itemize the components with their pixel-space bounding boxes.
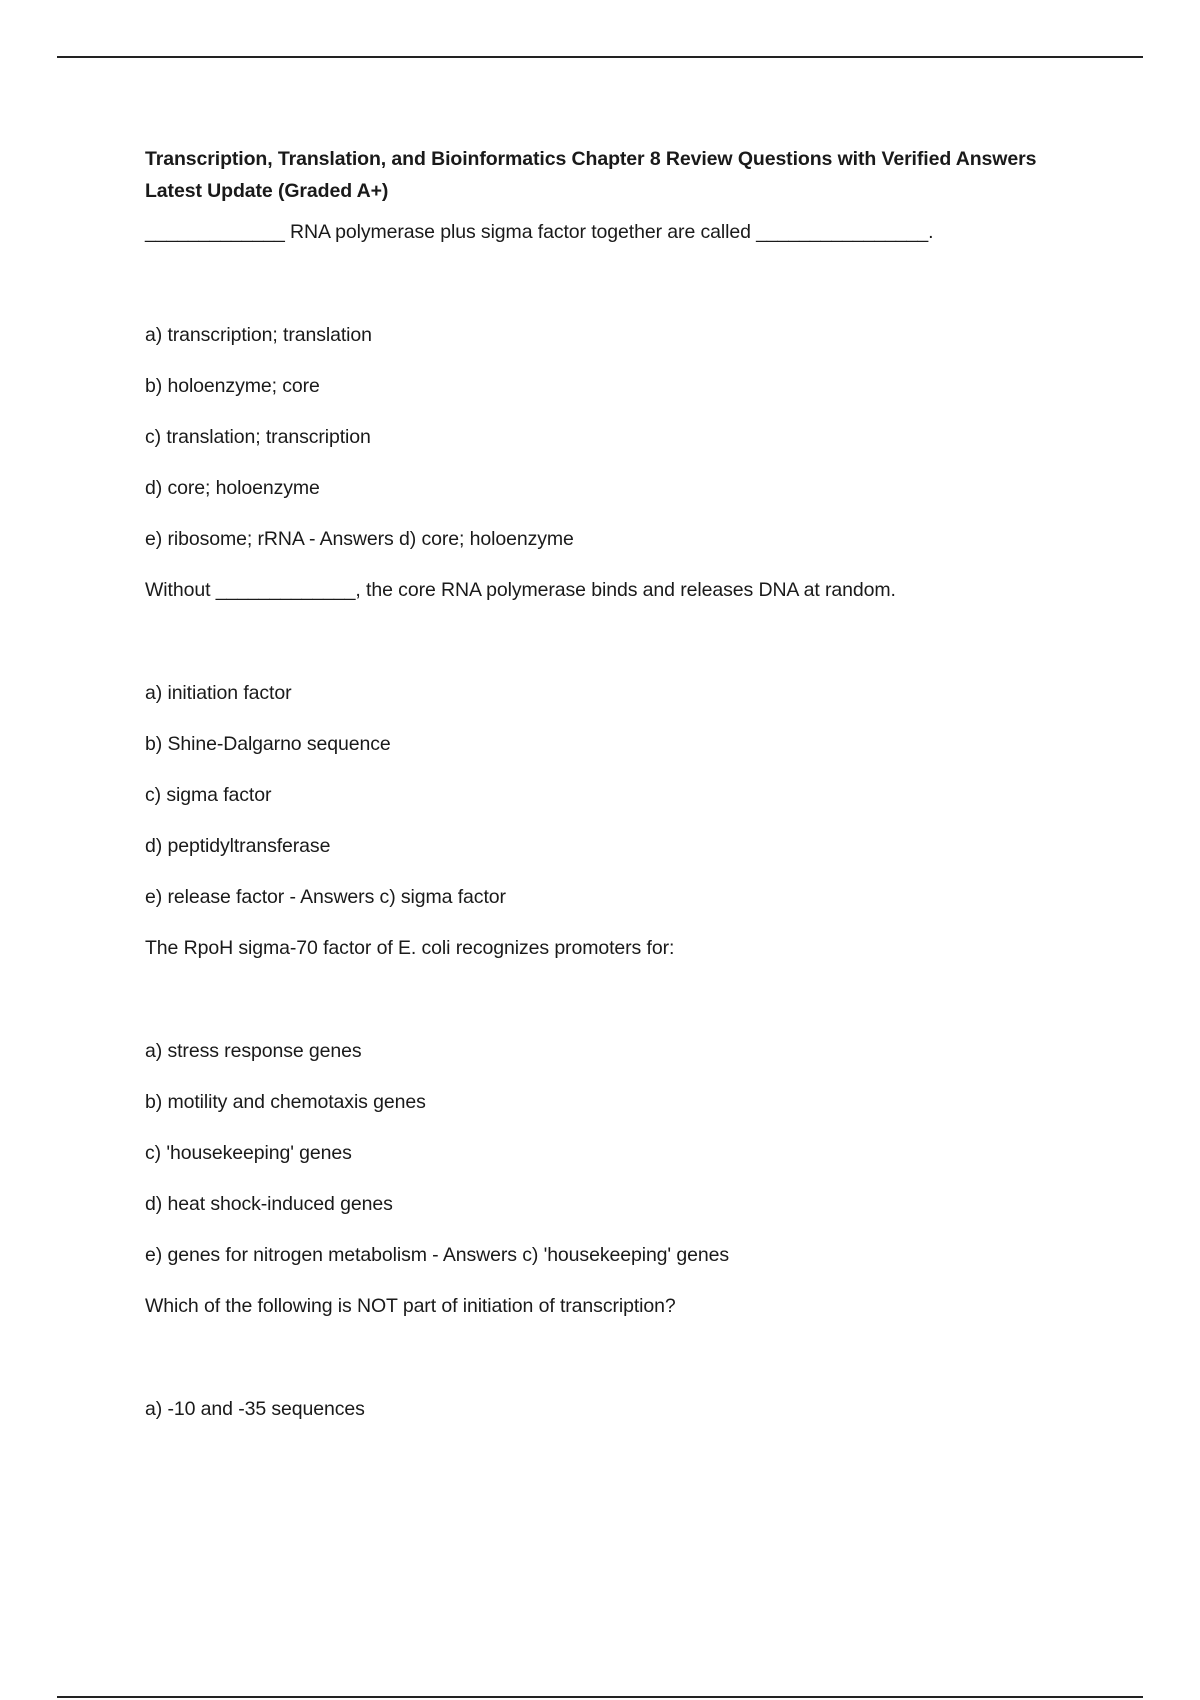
spacer	[145, 629, 1075, 681]
question-3-option-c: c) 'housekeeping' genes	[145, 1142, 352, 1164]
question-2-option-a: a) initiation factor	[145, 682, 292, 704]
question-3-option-b: b) motility and chemotaxis genes	[145, 1091, 426, 1113]
spacer	[145, 1345, 1075, 1397]
question-1-prompt: _____________ RNA polymerase plus sigma factor together are called ________________.	[145, 221, 934, 243]
spacer	[145, 271, 1075, 323]
question-4-prompt: Which of the following is NOT part of initiation of transcription?	[145, 1295, 676, 1317]
question-1-option-c: c) translation; transcription	[145, 426, 371, 448]
header-rule	[57, 56, 1143, 58]
question-1-option-d: d) core; holoenzyme	[145, 477, 320, 499]
question-1-option-e: e) ribosome; rRNA - Answers d) core; holoenzyme	[145, 528, 574, 550]
footer-rule	[57, 1696, 1143, 1698]
spacer	[145, 987, 1075, 1039]
question-1-option-a: a) transcription; translation	[145, 324, 372, 346]
question-2-option-e: e) release factor - Answers c) sigma factor	[145, 886, 506, 908]
question-2-option-d: d) peptidyltransferase	[145, 835, 331, 857]
question-3-prompt: The RpoH sigma-70 factor of E. coli recognizes promoters for:	[145, 937, 675, 959]
question-3-option-d: d) heat shock-induced genes	[145, 1193, 393, 1215]
question-2-option-b: b) Shine-Dalgarno sequence	[145, 733, 391, 755]
document-body	[145, 143, 1075, 1448]
question-2-prompt: Without _____________, the core RNA polymerase binds and releases DNA at random.	[145, 579, 896, 601]
question-3-option-e: e) genes for nitrogen metabolism - Answers c) 'housekeeping' genes	[145, 1244, 729, 1266]
question-4-option-a: a) -10 and -35 sequences	[145, 1398, 365, 1420]
question-2-option-c: c) sigma factor	[145, 784, 272, 806]
question-1-option-b: b) holoenzyme; core	[145, 375, 320, 397]
document-title: Transcription, Translation, and Bioinformatics Chapter 8 Review Questions with Verified Answers Latest Update (Graded A+)	[145, 148, 1037, 202]
question-3-option-a: a) stress response genes	[145, 1040, 362, 1062]
